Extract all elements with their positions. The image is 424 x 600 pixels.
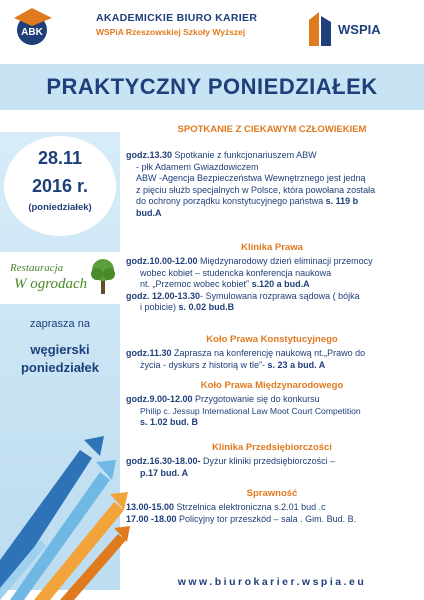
business-time: godz.16.30-18.00- <box>126 456 201 466</box>
constitutional-room: s. 23 a bud. A <box>267 359 326 370</box>
law-e1-room: s.120 a bud.A <box>251 279 310 289</box>
fitness-heading: Sprawność <box>246 488 298 499</box>
meeting-line1: Spotkanie z funkcjonariuszem ABW <box>172 150 317 160</box>
restaurant-name-line2: W ogrodach <box>14 276 88 292</box>
fitness-e1-text: Strzelnica elektroniczna s.2.01 bud .c <box>174 502 326 512</box>
law-clinic-block <box>126 256 418 314</box>
constitutional-block <box>126 348 418 371</box>
constitutional-line1: Zaprasza na konferencję naukową nt.„Prawo do <box>171 348 366 358</box>
international-line1: Przygotowanie się do konkursu <box>192 394 320 404</box>
decorative-arrows <box>0 410 130 600</box>
law-e2-line1: - Symulowana rozprawa sądowa ( bójka <box>200 290 360 301</box>
constitutional-time: godz.11.30 <box>126 348 172 358</box>
meeting-room: s. 119 b <box>325 196 359 206</box>
business-room: p.17 bud. A <box>140 467 189 478</box>
dish-line2: poniedziałek <box>20 360 100 375</box>
law-e2-line2: i pobicie) <box>140 302 177 312</box>
fitness-e1-time: 13.00-15.00 <box>126 502 175 512</box>
dish-line1: węgierski <box>30 342 90 357</box>
international-line2: Philip c. Jessup International Law Moot Court Competition <box>140 405 361 416</box>
meeting-building: bud.A <box>136 207 162 218</box>
event-date: 28.11 <box>37 148 83 168</box>
meeting-line3: ABW -Agencja Bezpieczeństwa Wewnętrznego jest jedną <box>136 173 366 183</box>
constitutional-heading: Koło Prawa Konstytucyjnego <box>206 334 338 345</box>
meeting-line2: - płk Adamem Gwiazdowiczem <box>136 161 259 172</box>
wspia-logo-text: WSPIA <box>338 22 381 37</box>
international-block <box>126 394 418 429</box>
constitutional-line2: życia - dyskurs z historią w tle”- <box>140 359 266 370</box>
business-line1: Dyżur kliniki przedsiębiorczości – <box>200 456 336 466</box>
international-heading: Koło Prawa Międzynarodowego <box>200 380 344 391</box>
law-e2-room: s. 0.02 bud.B <box>178 302 235 312</box>
international-time: godz.9.00-12.00 <box>126 394 193 404</box>
tree-icon <box>88 256 118 296</box>
wspia-logo <box>305 8 335 48</box>
business-heading: Klinika Przedsiębiorczości <box>212 442 332 453</box>
law-e1-time: godz.10.00-12.00 <box>126 256 198 266</box>
meeting-line4: z pięciu służb specjalnych w Polsce, która powołana została <box>136 184 376 195</box>
fitness-block <box>126 502 418 525</box>
law-clinic-heading: Klinika Prawa <box>241 242 303 253</box>
law-e1-line1: Międzynarodowy dzień eliminacji przemocy <box>197 256 373 266</box>
law-e2-time: godz. 12.00-13.30 <box>126 290 201 301</box>
page-title: PRAKTYCZNY PONIEDZIAŁEK <box>46 74 378 99</box>
event-day: (poniedziałek) <box>28 202 92 213</box>
restaurant-name-line1: Restauracja <box>10 262 64 274</box>
meeting-block <box>126 150 416 219</box>
meeting-time: godz.13.30 <box>126 150 173 160</box>
fitness-e2-time: 17.00 -18.00 <box>126 513 177 524</box>
event-year: 2016 r. <box>31 176 89 196</box>
business-block <box>126 456 418 479</box>
fitness-e2-text: Policyjny tor przeszkód – sala . Gim. Bud. B. <box>176 513 357 524</box>
footer-url[interactable]: www.biurokarier.wspia.eu <box>177 576 367 588</box>
org-subtitle: WSPiA Rzeszowskiej Szkoły Wyższej <box>96 27 246 37</box>
org-title: AKADEMICKIE BIURO KARIER <box>96 12 258 24</box>
invite-text: zaprasza na <box>30 318 90 330</box>
meeting-line5: do ochrony porządku konstytucyjnego państwa <box>136 196 324 206</box>
svg-text:ABK: ABK <box>21 27 43 38</box>
law-e1-line2: wobec kobiet – studencka konferencja naukowa <box>140 267 332 278</box>
law-e1-line3: nt. „Przemoc wobec kobiet” <box>140 279 250 289</box>
meeting-heading: SPOTKANIE Z CIEKAWYM CZŁOWIEKIEM <box>177 124 367 135</box>
international-room: s. 1.02 bud. B <box>140 417 199 427</box>
abk-logo <box>10 4 56 48</box>
